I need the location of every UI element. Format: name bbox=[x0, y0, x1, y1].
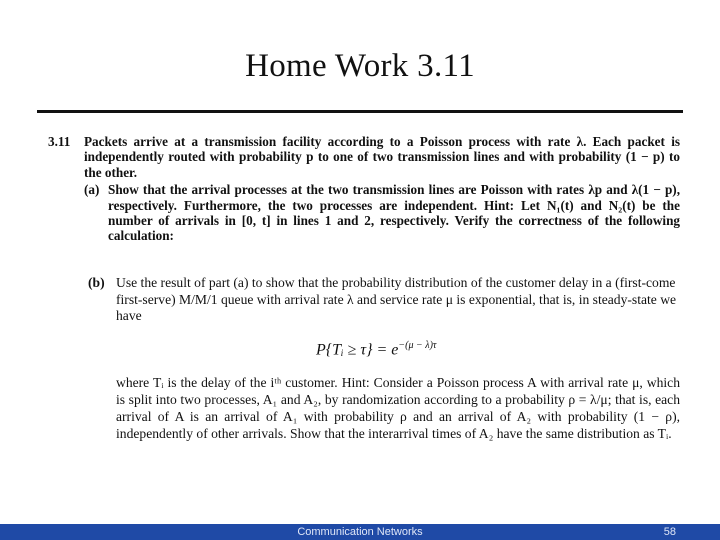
part-b-text: Use the result of part (a) to show that the probability distribution of the customer delay in a (first-come first-serve) M/M/1 queue with arrival rate λ and service rate μ is exponential, that is, in steady-state we have bbox=[116, 275, 677, 324]
problem-number: 3.11 bbox=[48, 134, 71, 149]
part-a-text: Show that the arrival processes at the two transmission lines are Poisson with rates λp and λ(1 − p), respectively. Furthermore, the two processes are independent. Hint: Let N₁(t) and N₂(t) be the number of arrivals in [0, t] in lines 1 and 2, respectively. Verify the correctness of the following calculation: bbox=[108, 182, 680, 244]
part-b bbox=[88, 275, 680, 325]
title-divider bbox=[37, 110, 683, 113]
formula-exponent: −(μ − λ)τ bbox=[398, 340, 437, 351]
formula-lhs: P{Tᵢ ≥ τ} = e bbox=[316, 341, 399, 359]
part-b-label: (b) bbox=[88, 275, 105, 290]
part-b-hint: where Tᵢ is the delay of the iᵗʰ customer. Hint: Consider a Poisson process A with arrival rate μ, which is split into two processes, A₁ and A₂, by randomization according to a probability ρ = λ/μ; that is, each arrival of A is an arrival of A₁ with probability ρ and an arrival of A₂ with probability (1 − ρ), independently of other arrivals. Show that the interarrival times of A₂ have the same distribution as Tᵢ. bbox=[116, 375, 680, 441]
delay-formula bbox=[316, 340, 437, 359]
problem-statement bbox=[48, 134, 680, 244]
footer-title: Communication Networks bbox=[297, 526, 423, 538]
problem-intro: Packets arrive at a transmission facility according to a Poisson process with rate λ. Each packet is independently routed with probability p to one of two transmission lines and with probability (1 − p) to the other. bbox=[84, 134, 680, 180]
footer-bar bbox=[0, 524, 720, 540]
part-a-label: (a) bbox=[84, 182, 100, 198]
page-number: 58 bbox=[663, 526, 676, 538]
slide-title: Home Work 3.11 bbox=[245, 48, 475, 84]
